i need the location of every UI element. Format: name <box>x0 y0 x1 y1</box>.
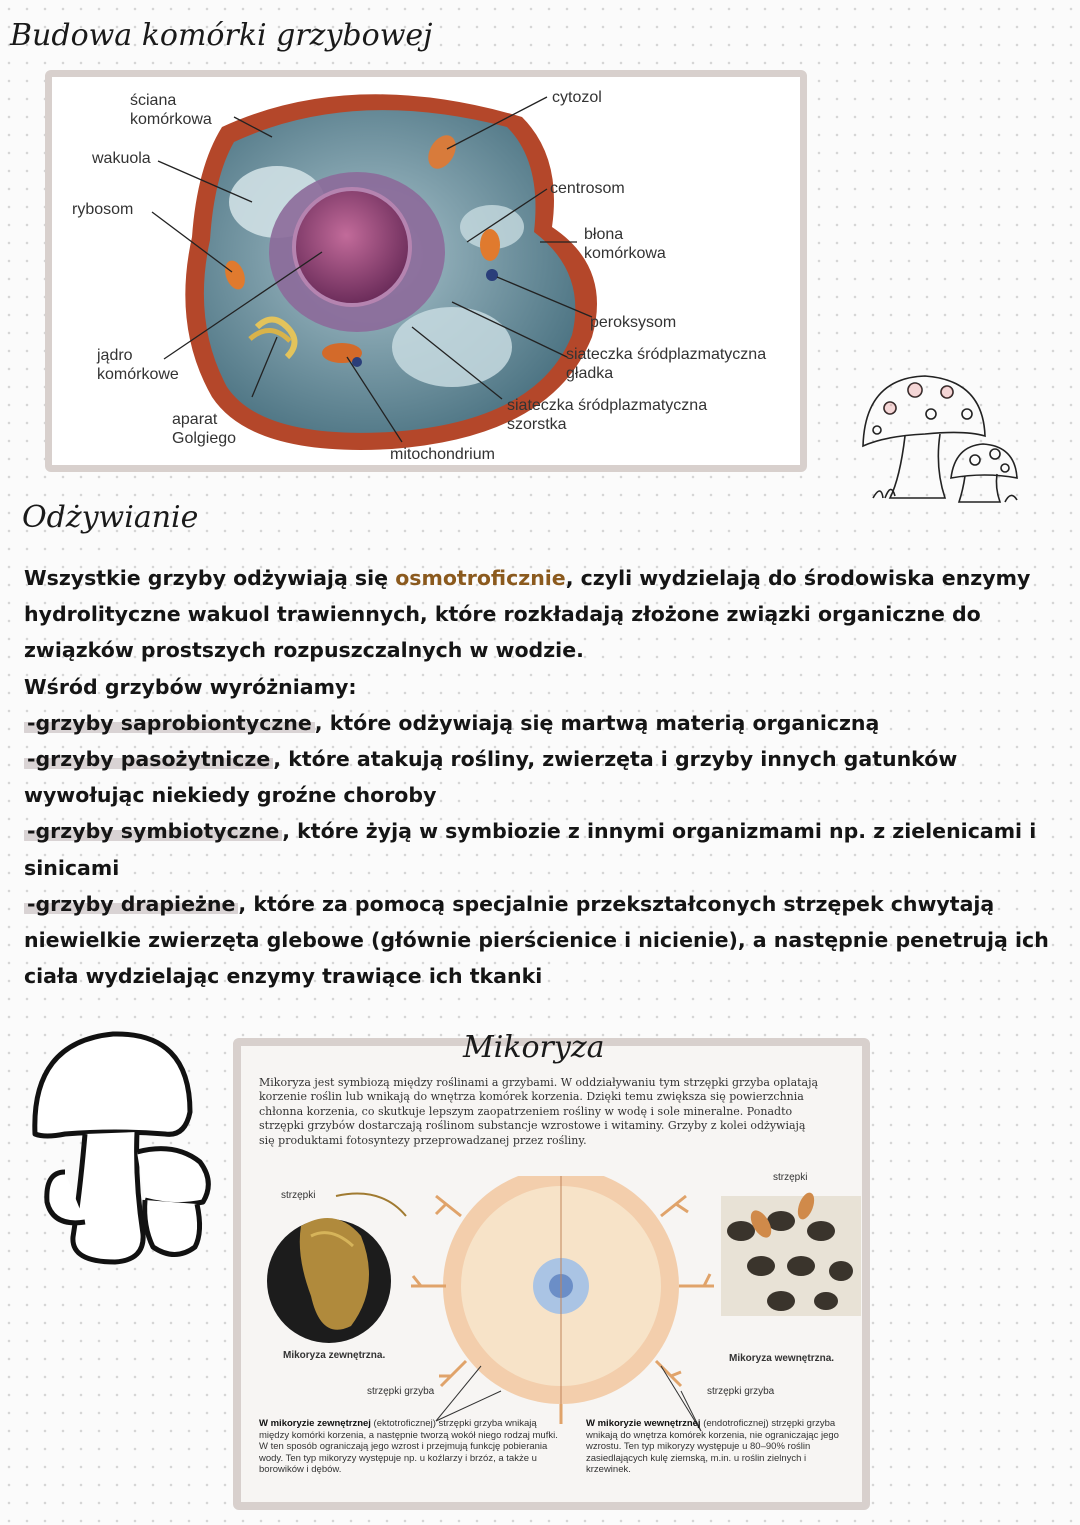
mushroom-outline-icon <box>25 1022 225 1272</box>
term-saprobiontic: -grzyby saprobiontyczne <box>24 711 315 735</box>
list-item: -grzyby drapieżne , które za pomocą specjalnie przekształconych strzępek chwytają niewielkie zwierzęta glebowe (głównie pierścienice i nicienie), a następnie penetrują ich ciała wydzielając enzymy trawiące ich tkanki <box>24 891 1049 989</box>
caption-endomycorrhiza: W mikoryzie wewnętrznej (endotroficznej) strzępki grzyba wnikają do wnętrza komórek korzenia, nie ograniczając jego wzrostu. Ten typ mikoryzy występuje u 80–90% roślin zasiedlających kulę ziemską, m.in. u roślin zielnych i krzewinek. <box>586 1418 839 1475</box>
term-osmotrophic: osmotroficznie <box>395 566 566 590</box>
label-blona: błona komórkowa <box>584 226 666 262</box>
label-jadro: jądro komórkowe <box>97 347 179 383</box>
paragraph-intro: Wszystkie grzyby odżywiają się osmotroficznie, czyli wydzielają do środowiska enzymy hydrolityczne wakuol trawiennych, które rozkładają złożone związki organiczne do związków prostszych rozpuszczalnych w wodzie. <box>24 566 1031 663</box>
label-centrosom: centrosom <box>550 180 625 197</box>
list-item: -grzyby saprobiontyczne , które odżywiają się martwą materią organiczną <box>24 705 1064 741</box>
label-mitochondrium: mitochondrium <box>390 446 495 463</box>
label-hyphae-fungus-left: strzępki grzyba <box>367 1386 435 1397</box>
nutrition-text <box>24 560 1064 994</box>
term-parasitic: -grzyby pasożytnicze <box>24 747 273 771</box>
page-title: Budowa komórki grzybowej <box>10 18 433 53</box>
list-item: -grzyby pasożytnicze , które atakują rośliny, zwierzęta i grzyby innych gatunków wywołując niekiedy groźne choroby <box>24 747 958 808</box>
label-sciana: ściana komórkowa <box>130 92 212 128</box>
label-endo: Mikoryza wewnętrzna. <box>729 1353 835 1364</box>
caption-ectomycorrhiza: W mikoryzie zewnętrznej (ektotroficznej) strzępki grzyba wnikają między komórki korzenia, a następnie tworzą wokół niego rodzaj mufki. W ten sposób ograniczają jego wzrost i przejmują funkcję pobierania wody. Ten typ mikoryzy występuje np. u koźlarzy i brzóz, a także u borowików i dębów. <box>259 1418 558 1475</box>
label-wakuola: wakuola <box>92 150 151 167</box>
label-ecto: Mikoryza zewnętrzna. <box>283 1350 386 1361</box>
mushroom-doodle-icon <box>855 368 1025 518</box>
mycorrhiza-intro: Mikoryza jest symbiozą między roślinami a grzybami. W oddziaływaniu tym strzępki grzyba oplatają korzenie roślin lub wnikają do wnętrza komórek korzenia. Dzięki temu zwiększa się powierzchnia chłonna korzenia, co skutkuje lepszym zaopatrzeniem rośliny w wodę i sole mineralne. Ponadto strzępki grzybów dostarczają roślinom substancje wzrostowe i witaminy. Grzyby z kolei odżywiają się produktami fotosyntezy przeprowadzanej przez rośliny. <box>259 1076 819 1147</box>
label-rybosom: rybosom <box>72 201 134 218</box>
cell-diagram-frame <box>45 70 807 472</box>
label-hyphae-fungus-right: strzępki grzyba <box>707 1386 775 1397</box>
mycorrhiza-title: Mikoryza <box>463 1030 605 1065</box>
label-ser: siateczka śródplazmatyczna gładka <box>566 346 767 382</box>
label-cytozol: cytozol <box>552 89 602 106</box>
section-title-nutrition: Odżywianie <box>22 500 199 535</box>
list-item: -grzyby symbiotyczne , które żyją w symbiozie z innymi organizmami np. z zielenicami i sinicami <box>24 819 1037 880</box>
mycorrhiza-illustration <box>241 1176 862 1436</box>
label-hyphae-left-top: strzępki <box>281 1190 316 1201</box>
term-symbiotic: -grzyby symbiotyczne <box>24 819 282 843</box>
label-golgi: aparat Golgiego <box>172 411 237 447</box>
label-peroksysom: peroksysom <box>590 314 677 331</box>
term-predatory: -grzyby drapieżne <box>24 892 238 916</box>
label-rer: siateczka śródplazmatyczna szorstka <box>507 397 708 433</box>
paragraph-list-heading: Wśród grzybów wyróżniamy: <box>24 674 357 699</box>
mycorrhiza-frame <box>233 1038 870 1510</box>
label-hyphae-right-top: strzępki <box>773 1172 808 1183</box>
